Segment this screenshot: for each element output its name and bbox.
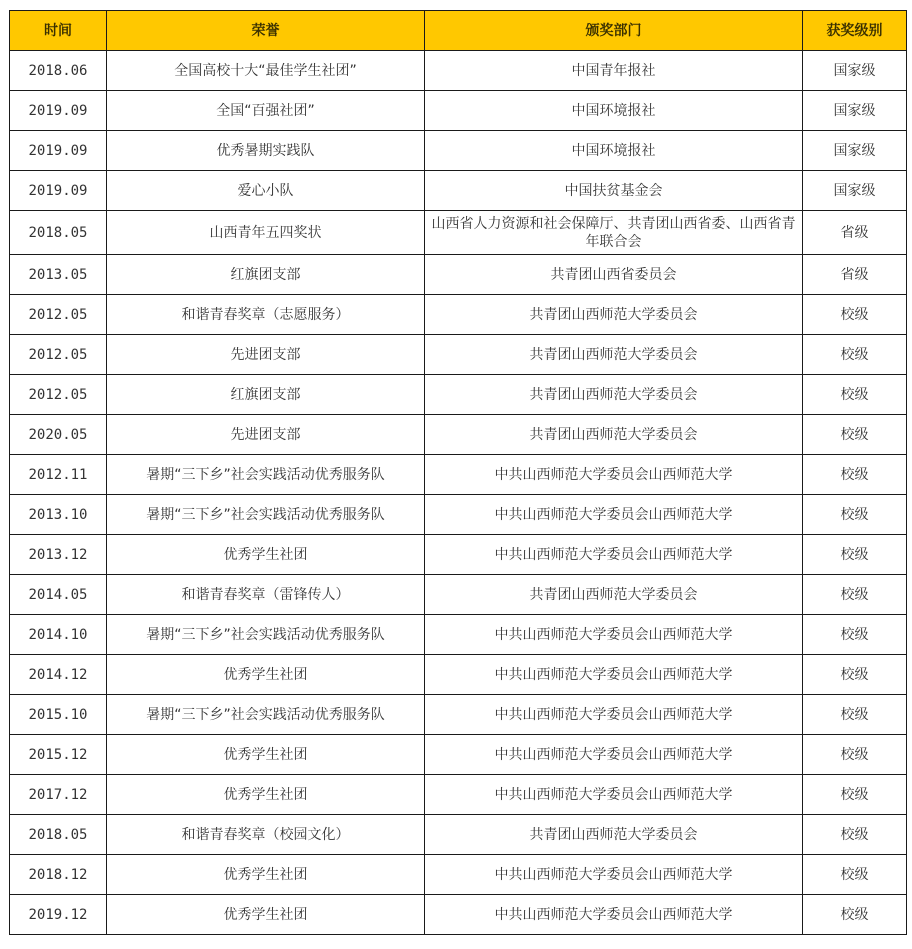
- table-row: [10, 211, 907, 255]
- table-row: [10, 51, 907, 91]
- table-row: [10, 495, 907, 535]
- table-row: [10, 775, 907, 815]
- honor-cell: 爱心小队: [107, 171, 425, 211]
- level-cell: 校级: [803, 375, 907, 415]
- table-row: [10, 171, 907, 211]
- header-honor: 荣誉: [107, 11, 425, 51]
- level-cell: 校级: [803, 815, 907, 855]
- table-row: [10, 575, 907, 615]
- table-row: [10, 295, 907, 335]
- issuer-cell: 共青团山西师范大学委员会: [425, 815, 803, 855]
- issuer-cell: 中共山西师范大学委员会山西师范大学: [425, 895, 803, 935]
- date-cell: 2020.05: [10, 415, 107, 455]
- issuer-cell: 中共山西师范大学委员会山西师范大学: [425, 735, 803, 775]
- level-cell: 校级: [803, 735, 907, 775]
- date-cell: 2012.05: [10, 335, 107, 375]
- table-row: [10, 735, 907, 775]
- level-cell: 校级: [803, 615, 907, 655]
- table-row: [10, 695, 907, 735]
- honor-cell: 先进团支部: [107, 415, 425, 455]
- level-cell: 国家级: [803, 131, 907, 171]
- honor-cell: 红旗团支部: [107, 255, 425, 295]
- issuer-cell: 共青团山西师范大学委员会: [425, 335, 803, 375]
- honor-cell: 优秀学生社团: [107, 775, 425, 815]
- honor-cell: 优秀学生社团: [107, 895, 425, 935]
- honor-cell: 优秀学生社团: [107, 855, 425, 895]
- date-cell: 2014.12: [10, 655, 107, 695]
- issuer-cell: 中国环境报社: [425, 131, 803, 171]
- level-cell: 校级: [803, 455, 907, 495]
- date-cell: 2015.12: [10, 735, 107, 775]
- date-cell: 2013.05: [10, 255, 107, 295]
- honor-cell: 优秀学生社团: [107, 655, 425, 695]
- date-cell: 2018.06: [10, 51, 107, 91]
- honor-cell: 优秀暑期实践队: [107, 131, 425, 171]
- honor-cell: 暑期“三下乡”社会实践活动优秀服务队: [107, 455, 425, 495]
- level-cell: 校级: [803, 575, 907, 615]
- header-issuer: 颁奖部门: [425, 11, 803, 51]
- level-cell: 校级: [803, 335, 907, 375]
- issuer-cell: 共青团山西省委员会: [425, 255, 803, 295]
- table-row: [10, 655, 907, 695]
- level-cell: 国家级: [803, 51, 907, 91]
- table-row: [10, 91, 907, 131]
- date-cell: 2013.12: [10, 535, 107, 575]
- table-row: [10, 335, 907, 375]
- date-cell: 2014.05: [10, 575, 107, 615]
- date-cell: 2018.05: [10, 211, 107, 255]
- issuer-cell: 山西省人力资源和社会保障厅、共青团山西省委、山西省青年联合会: [425, 211, 803, 255]
- issuer-cell: 中共山西师范大学委员会山西师范大学: [425, 615, 803, 655]
- date-cell: 2018.05: [10, 815, 107, 855]
- level-cell: 校级: [803, 415, 907, 455]
- issuer-cell: 共青团山西师范大学委员会: [425, 575, 803, 615]
- table-row: [10, 131, 907, 171]
- honor-cell: 暑期“三下乡”社会实践活动优秀服务队: [107, 695, 425, 735]
- header-date: 时间: [10, 11, 107, 51]
- honor-cell: 和谐青春奖章（志愿服务）: [107, 295, 425, 335]
- issuer-cell: 共青团山西师范大学委员会: [425, 375, 803, 415]
- date-cell: 2018.12: [10, 855, 107, 895]
- table-row: [10, 415, 907, 455]
- issuer-cell: 中共山西师范大学委员会山西师范大学: [425, 695, 803, 735]
- honor-cell: 优秀学生社团: [107, 735, 425, 775]
- table-row: [10, 535, 907, 575]
- table-row: [10, 375, 907, 415]
- date-cell: 2019.12: [10, 895, 107, 935]
- level-cell: 国家级: [803, 91, 907, 131]
- header-level: 获奖级别: [803, 11, 907, 51]
- table-row: [10, 855, 907, 895]
- level-cell: 校级: [803, 775, 907, 815]
- date-cell: 2019.09: [10, 171, 107, 211]
- honor-cell: 全国“百强社团”: [107, 91, 425, 131]
- date-cell: 2019.09: [10, 131, 107, 171]
- issuer-cell: 中国环境报社: [425, 91, 803, 131]
- date-cell: 2017.12: [10, 775, 107, 815]
- honor-cell: 全国高校十大“最佳学生社团”: [107, 51, 425, 91]
- issuer-cell: 中国青年报社: [425, 51, 803, 91]
- date-cell: 2015.10: [10, 695, 107, 735]
- table-row: [10, 255, 907, 295]
- table-row: [10, 615, 907, 655]
- honor-cell: 先进团支部: [107, 335, 425, 375]
- honor-cell: 山西青年五四奖状: [107, 211, 425, 255]
- level-cell: 校级: [803, 855, 907, 895]
- honor-cell: 暑期“三下乡”社会实践活动优秀服务队: [107, 495, 425, 535]
- level-cell: 校级: [803, 535, 907, 575]
- honor-cell: 红旗团支部: [107, 375, 425, 415]
- issuer-cell: 共青团山西师范大学委员会: [425, 295, 803, 335]
- honor-cell: 和谐青春奖章（雷锋传人）: [107, 575, 425, 615]
- honor-cell: 优秀学生社团: [107, 535, 425, 575]
- issuer-cell: 中共山西师范大学委员会山西师范大学: [425, 455, 803, 495]
- level-cell: 校级: [803, 695, 907, 735]
- issuer-cell: 共青团山西师范大学委员会: [425, 415, 803, 455]
- level-cell: 校级: [803, 295, 907, 335]
- issuer-cell: 中国扶贫基金会: [425, 171, 803, 211]
- table-row: [10, 815, 907, 855]
- awards-table: [9, 10, 907, 935]
- date-cell: 2012.11: [10, 455, 107, 495]
- level-cell: 省级: [803, 211, 907, 255]
- date-cell: 2013.10: [10, 495, 107, 535]
- level-cell: 国家级: [803, 171, 907, 211]
- issuer-cell: 中共山西师范大学委员会山西师范大学: [425, 535, 803, 575]
- issuer-cell: 中共山西师范大学委员会山西师范大学: [425, 775, 803, 815]
- table-row: [10, 455, 907, 495]
- level-cell: 省级: [803, 255, 907, 295]
- honor-cell: 和谐青春奖章（校园文化）: [107, 815, 425, 855]
- date-cell: 2012.05: [10, 295, 107, 335]
- level-cell: 校级: [803, 895, 907, 935]
- date-cell: 2019.09: [10, 91, 107, 131]
- issuer-cell: 中共山西师范大学委员会山西师范大学: [425, 495, 803, 535]
- date-cell: 2012.05: [10, 375, 107, 415]
- date-cell: 2014.10: [10, 615, 107, 655]
- issuer-cell: 中共山西师范大学委员会山西师范大学: [425, 655, 803, 695]
- issuer-cell: 中共山西师范大学委员会山西师范大学: [425, 855, 803, 895]
- table-row: [10, 895, 907, 935]
- level-cell: 校级: [803, 495, 907, 535]
- honor-cell: 暑期“三下乡”社会实践活动优秀服务队: [107, 615, 425, 655]
- level-cell: 校级: [803, 655, 907, 695]
- header-row: [10, 11, 907, 51]
